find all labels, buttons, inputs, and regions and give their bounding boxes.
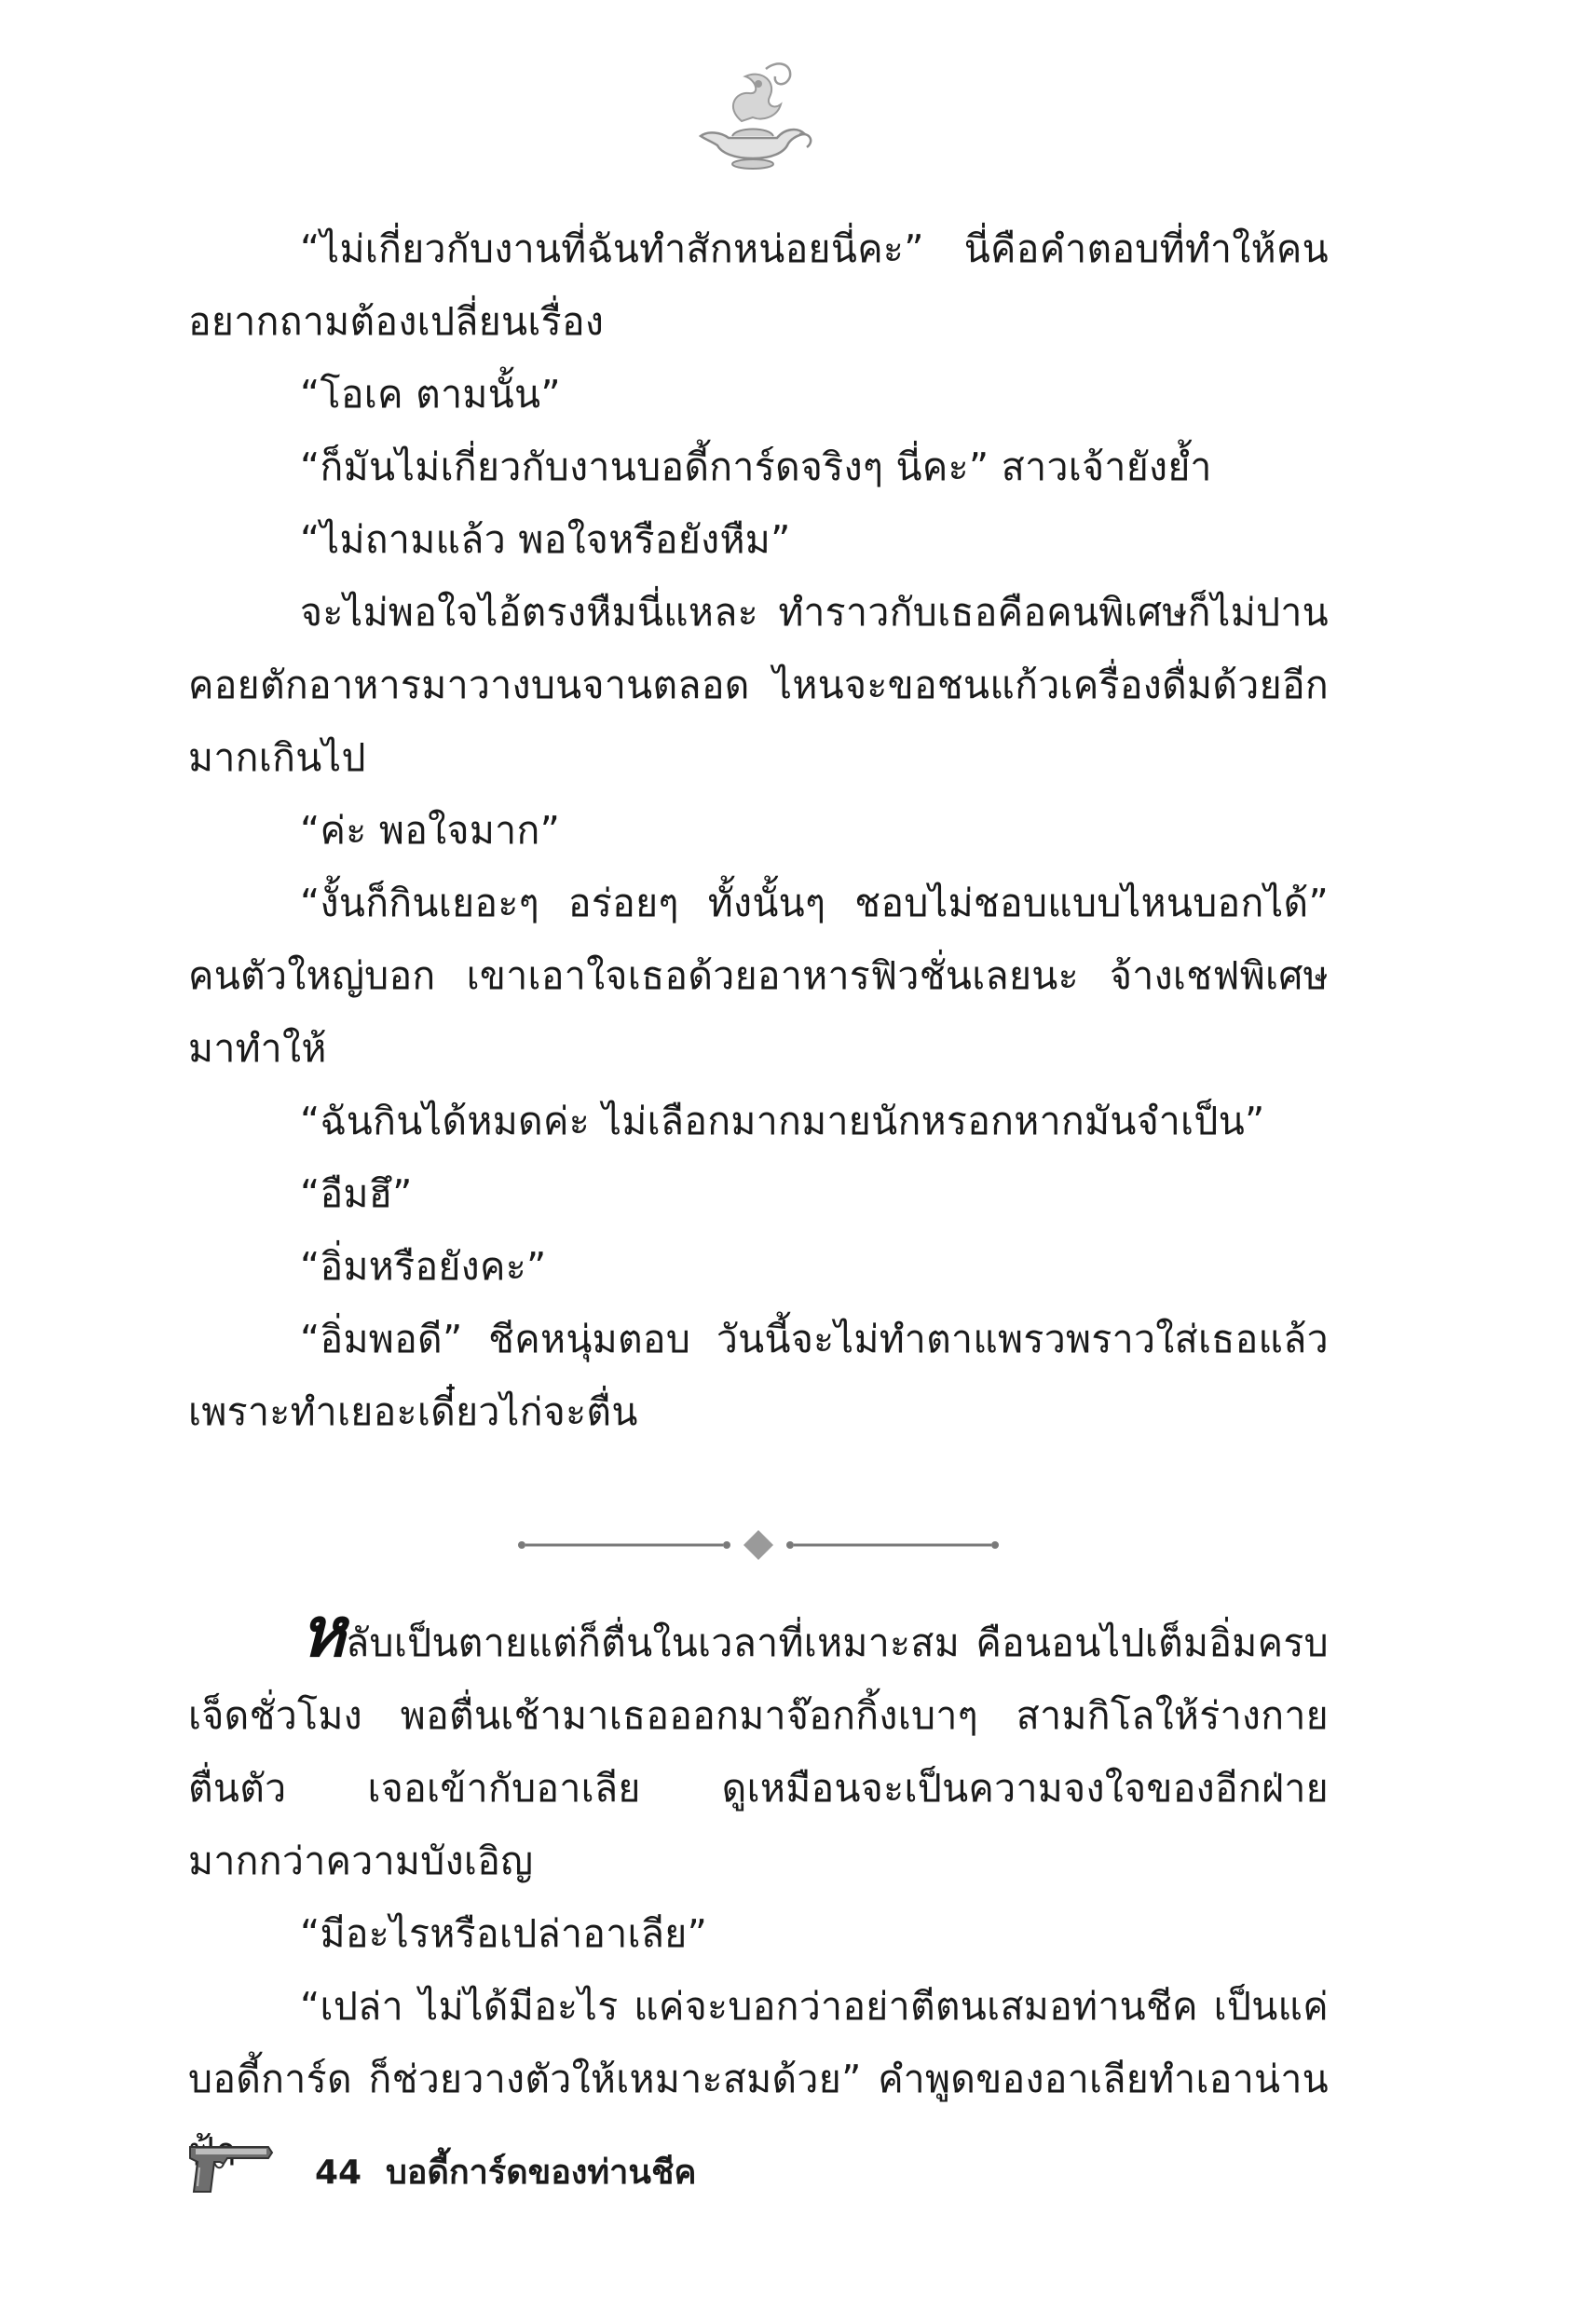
- paragraph: จะไม่พอใจไอ้ตรงหืมนี่แหละ ทำราวกับเธอคือคนพิเศษก็ไม่ปาน คอยตักอาหารมาวางบนจานตลอด ไหนจะขอชนแก้วเครื่องดื่มด้วยอีกมากเกินไป: [188, 590, 1329, 780]
- page-number: 44: [315, 2154, 362, 2192]
- paragraph: “เปล่า ไม่ได้มีอะไร แค่จะบอกว่าอย่าตีตนเสมอท่านชีค เป็นแค่บอดี้การ์ด ก็ช่วยวางตัวให้เหมาะสมด้วย” คำพูดของอาเลียทำเอาน่าน: [188, 1984, 1329, 2101]
- page-footer: [186, 2134, 932, 2208]
- opening-paragraph-text: ลับเป็นตายแต่ก็ตื่นในเวลาที่เหมาะสม คือนอนไปเต็มอิ่มครบเจ็ดชั่วโมง พอตื่นเช้ามาเธอออกมาจ๊อกกิ้งเบาๆ สามกิโลให้ร่างกายตื่นตัว เจอเข้ากับอาเลีย ดูเหมือนจะเป็นความจงใจของอีกฝ่ายมากกว่าความบังเอิญ: [188, 1620, 1329, 1883]
- paragraph: “ไม่เกี่ยวกับงานที่ฉันทำสักหน่อยนี่คะ” นี่คือคำตอบที่ทำให้คนอยากถามต้องเปลี่ยนเรื่อง: [188, 226, 1329, 344]
- section-2: [188, 1593, 1329, 2188]
- drop-cap: ห: [300, 1593, 347, 1673]
- diamond-divider-icon: [516, 1526, 1001, 1564]
- paragraph: “อืมฮึ”: [300, 1171, 413, 1216]
- genie-lamp-icon: [688, 56, 818, 177]
- paragraph: “อิ่มหรือยังคะ”: [300, 1244, 547, 1289]
- paragraph: “ก็มันไม่เกี่ยวกับงานบอดี้การ์ดจริงๆ นี่คะ” สาวเจ้ายังย้ำ: [300, 444, 1212, 489]
- section-1: [188, 212, 1329, 1448]
- paragraph: “งั้นก็กินเยอะๆ อร่อยๆ ทั้งนั้นๆ ชอบไม่ชอบแบบไหนบอกได้” คนตัวใหญ่บอก เขาเอาใจเธอด้วยอาหารฟิวชั่นเลยนะ จ้างเชฟพิเศษมาทำให้: [188, 881, 1329, 1071]
- paragraph: “อิ่มพอดี” ชีคหนุ่มตอบ วันนี้จะไม่ทำตาแพรวพราวใส่เธอแล้ว เพราะทำเยอะเดี๋ยวไก่จะตื่น: [188, 1317, 1329, 1434]
- paragraph: “มีอะไรหรือเปล่าอาเลีย”: [300, 1911, 708, 1956]
- opening-paragraph: [188, 1593, 1329, 1897]
- book-title: บอดี้การ์ดของท่านชีค: [386, 2154, 697, 2192]
- pistol-icon: [186, 2140, 276, 2197]
- paragraph: “ค่ะ พอใจมาก”: [300, 808, 561, 853]
- paragraph: “ไม่ถามแล้ว พอใจหรือยังหืม”: [300, 517, 791, 562]
- paragraph: “โอเค ตามนั้น”: [300, 372, 561, 417]
- paragraph: “ฉันกินได้หมดค่ะ ไม่เลือกมากมายนักหรอกหากมันจำเป็น”: [300, 1099, 1265, 1143]
